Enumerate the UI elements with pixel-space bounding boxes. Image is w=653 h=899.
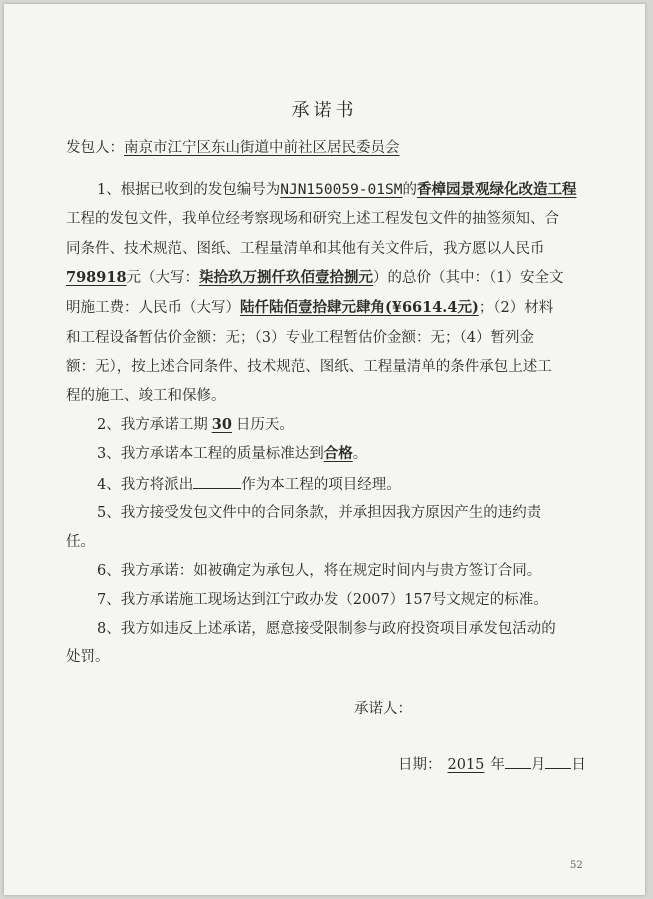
date-line	[398, 754, 586, 775]
p1-line-7: 额：无），按上述合同条件、技术规范、图纸、工程量清单的条件承包上述工	[66, 359, 552, 375]
manager-blank	[193, 474, 241, 489]
p8-line-1: 8、我方如违反上述承诺，愿意接受限制参与政府投资项目承发包活动的	[97, 621, 556, 637]
p2-text: 2、我方承诺工期	[97, 417, 208, 433]
p1-text: 1、根据已收到的发包编号为	[97, 182, 281, 198]
contract-amount: 798918	[66, 269, 127, 286]
p1-text: 的	[402, 182, 417, 198]
p2-text: 日历天。	[235, 417, 294, 433]
addressee-name: 南京市江宁区东山街道中前社区居民委员会	[124, 140, 400, 156]
p1-line-6: 和工程设备暂估价金额：无；（3）专业工程暂估价金额：无；（4）暂列金	[66, 330, 534, 346]
contract-amount-words: 柒拾玖万捌仟玖佰壹拾捌元	[199, 269, 374, 286]
date-year: 2015	[447, 757, 485, 773]
page-number: 52	[570, 860, 583, 871]
p1-line-2: 工程的发包文件，我单位经考察现场和研究上述工程发包文件的抽签须知、合	[66, 211, 559, 227]
project-name: 香樟园景观绿化改造工程	[416, 181, 577, 198]
safety-fee: 陆仟陆佰壹拾肆元肆角(¥6614.4元)	[240, 299, 479, 316]
document-title: 承诺书	[291, 100, 358, 121]
signer-label: 承诺人：	[354, 701, 412, 717]
p1-text: 明施工费：人民币（大写）	[66, 300, 240, 316]
p3-line	[97, 444, 367, 464]
duration-days: 30	[211, 416, 232, 433]
p1-text: ）的总价（其中：（1）安全文	[373, 270, 564, 286]
p1-line-1	[97, 180, 576, 200]
p1-line-3: 同条件、技术规范、图纸、工程量清单和其他有关文件后，我方愿以人民币	[66, 241, 545, 257]
bid-number: NJN150059-01SM	[280, 182, 403, 198]
p3-text: 。	[352, 446, 368, 462]
addressee-line	[66, 138, 400, 158]
p1-text: ；（2）材料	[478, 300, 554, 316]
p6-line: 6、我方承诺：如被确定为承包人，将在规定时间内与贵方签订合同。	[97, 563, 542, 579]
p2-line	[97, 415, 294, 435]
date-month-blank	[505, 754, 531, 769]
date-day-blank	[545, 754, 571, 769]
p5-line-2: 任。	[66, 534, 95, 550]
date-day-unit: 日	[571, 757, 586, 773]
p1-line-8: 程的施工、竣工和保修。	[66, 388, 226, 404]
date-year-unit: 年	[490, 757, 505, 773]
date-label: 日期：	[398, 757, 442, 773]
p4-text: 4、我方将派出	[97, 477, 194, 493]
p8-line-2: 处罚。	[66, 649, 110, 665]
addressee-label: 发包人：	[66, 140, 124, 156]
p4-line	[97, 474, 401, 495]
p5-line-1: 5、我方接受发包文件中的合同条款，并承担因我方原因产生的违约责	[97, 505, 542, 521]
document-page	[4, 4, 645, 895]
p7-line: 7、我方承诺施工现场达到江宁政办发（2007）157号文规定的标准。	[97, 592, 548, 608]
p1-line-5	[66, 298, 553, 318]
p1-line-4	[66, 268, 564, 288]
p3-text: 3、我方承诺本工程的质量标准达到	[97, 446, 324, 462]
quality-standard: 合格	[323, 445, 353, 462]
p1-text: 元（大写：	[126, 270, 200, 286]
p4-text: 作为本工程的项目经理。	[241, 477, 401, 493]
date-month-unit: 月	[530, 757, 546, 773]
